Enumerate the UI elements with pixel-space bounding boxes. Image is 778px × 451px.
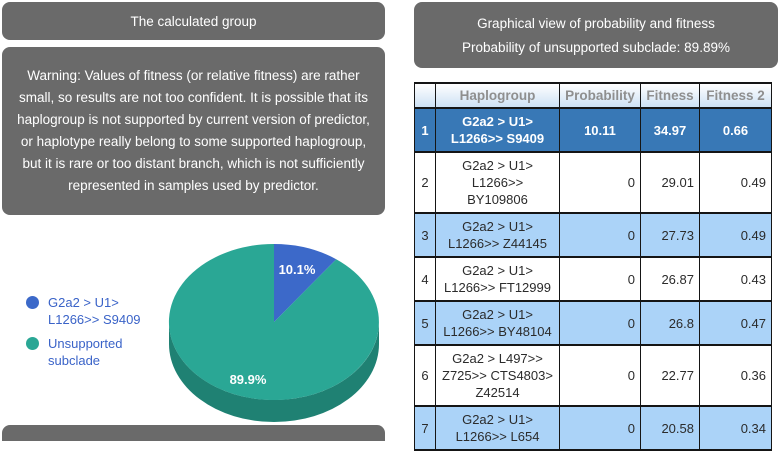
fitness-cell: 20.58 <box>641 406 700 450</box>
right-column <box>414 2 778 451</box>
left-column <box>2 2 385 215</box>
rank-cell: 6 <box>415 345 436 406</box>
table-row[interactable] <box>415 152 772 213</box>
haplogroup-cell: G2a2 > U1> L1266>> L654 <box>436 406 560 450</box>
table-row[interactable] <box>415 406 772 450</box>
fitness-cell: 34.97 <box>641 108 700 152</box>
fitness-cell: 29.01 <box>641 152 700 213</box>
rank-cell: 3 <box>415 213 436 257</box>
pie-chart-area <box>2 222 385 425</box>
fitness-cell: 26.87 <box>641 257 700 301</box>
graphical-view-title: Graphical view of probability and fitness <box>477 15 715 31</box>
table-row[interactable] <box>415 213 772 257</box>
fitness-cell: 26.8 <box>641 301 700 345</box>
probability-cell: 0 <box>560 301 641 345</box>
fitness-cell: 27.73 <box>641 213 700 257</box>
column-header: Fitness <box>641 83 700 108</box>
probability-cell: 0 <box>560 257 641 301</box>
haplogroup-cell: G2a2 > U1> L1266>> S9409 <box>436 108 560 152</box>
probability-cell: 0 <box>560 152 641 213</box>
pie-slice-label-unsupported: 89.9% <box>229 372 267 387</box>
pie-chart <box>154 232 394 427</box>
legend-color-dot-icon <box>26 337 39 350</box>
rank-cell: 1 <box>415 108 436 152</box>
table-header-row <box>415 83 772 108</box>
column-header: Fitness 2 <box>700 83 772 108</box>
column-header: Haplogroup <box>436 83 560 108</box>
probability-cell: 0 <box>560 213 641 257</box>
legend-item <box>26 335 141 369</box>
fitness2-cell: 0.34 <box>700 406 772 450</box>
probability-cell: 0 <box>560 345 641 406</box>
warning-text: Warning: Values of fitness (or relative fitness) are rather small, so results are not too confident. It is possible that its haplogroup is not supported by current version of predictor, or haplotype really belong to some supported haplogroup, but it is rare or too distant branch, which is not sufficiently represented in samples used by predictor. <box>17 68 370 193</box>
results-table <box>414 82 772 451</box>
results-table-body <box>415 108 772 450</box>
legend-label: Unsupported subclade <box>48 336 123 368</box>
column-header: Probability <box>560 83 641 108</box>
table-row[interactable] <box>415 257 772 301</box>
fitness2-cell: 0.49 <box>700 152 772 213</box>
calculated-group-header <box>2 2 385 40</box>
fitness-cell: 22.77 <box>641 345 700 406</box>
unsupported-probability-text: Probability of unsupported subclade: 89.89% <box>462 39 730 55</box>
fitness2-cell: 0.36 <box>700 345 772 406</box>
rank-cell: 4 <box>415 257 436 301</box>
haplogroup-cell: G2a2 > L497>> Z725>> CTS4803> Z42514 <box>436 345 560 406</box>
pie-legend <box>26 294 141 376</box>
fitness2-cell: 0.49 <box>700 213 772 257</box>
next-section-header-cutoff <box>2 425 385 441</box>
table-row[interactable] <box>415 301 772 345</box>
legend-color-dot-icon <box>26 296 39 309</box>
warning-box <box>2 47 385 215</box>
pie-slice-label-predicted: 10.1% <box>278 262 316 277</box>
legend-label: G2a2 > U1> L1266>> S9409 <box>48 295 141 327</box>
rank-cell: 2 <box>415 152 436 213</box>
haplogroup-cell: G2a2 > U1> L1266>> BY48104 <box>436 301 560 345</box>
probability-cell: 10.11 <box>560 108 641 152</box>
graphical-view-header <box>414 2 778 68</box>
column-header <box>415 83 436 108</box>
haplogroup-cell: G2a2 > U1> L1266>> FT12999 <box>436 257 560 301</box>
haplogroup-cell: G2a2 > U1> L1266>> Z44145 <box>436 213 560 257</box>
fitness2-cell: 0.66 <box>700 108 772 152</box>
fitness2-cell: 0.43 <box>700 257 772 301</box>
rank-cell: 7 <box>415 406 436 450</box>
calculated-group-title: The calculated group <box>130 13 257 29</box>
table-row[interactable] <box>415 108 772 152</box>
legend-item <box>26 294 141 328</box>
probability-cell: 0 <box>560 406 641 450</box>
haplogroup-cell: G2a2 > U1> L1266>> BY109806 <box>436 152 560 213</box>
table-row[interactable] <box>415 345 772 406</box>
fitness2-cell: 0.47 <box>700 301 772 345</box>
rank-cell: 5 <box>415 301 436 345</box>
pie-slice-unsupported[interactable] <box>169 244 379 400</box>
